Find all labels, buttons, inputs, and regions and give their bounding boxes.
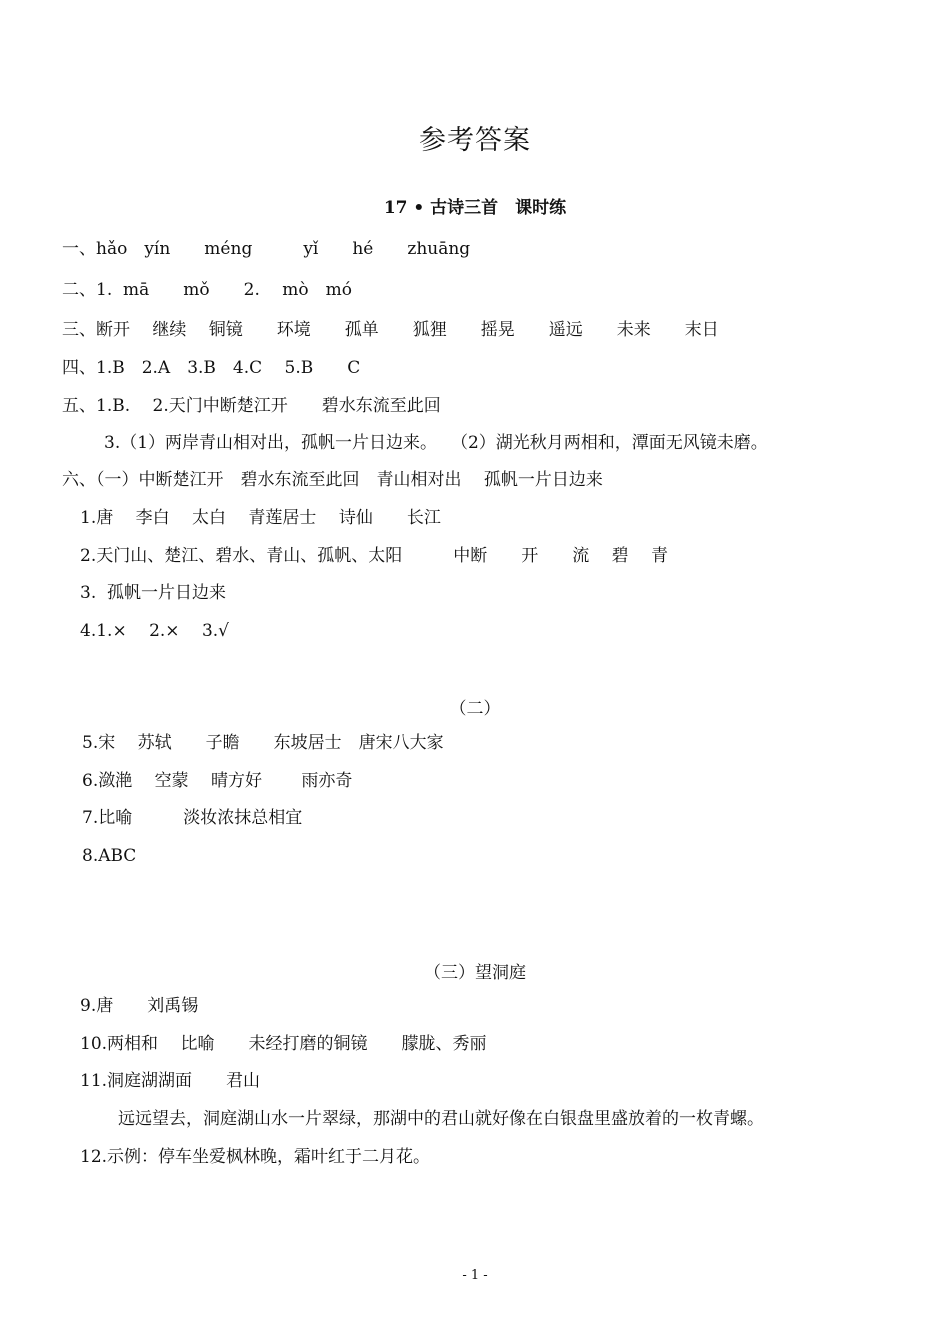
answer-line: 四、1.B 2.A 3.B 4.C 5.B C	[62, 358, 361, 378]
answer-line: 3.（1）两岸青山相对出，孤帆一片日边来。 （2）湖光秋月两相和，潭面无风镜未磨。	[104, 433, 768, 453]
answer-line: 8.ABC	[82, 846, 137, 866]
answer-line: 1.唐 李白 太白 青莲居士 诗仙 长江	[80, 508, 441, 528]
answer-line: 12.示例：停车坐爱枫林晚，霜叶红于二月花。	[80, 1147, 431, 1167]
answer-line: 10.两相和 比喻 未经打磨的铜镜 朦胧、秀丽	[80, 1034, 487, 1054]
answer-line: 6.潋滟 空蒙 晴方好 雨亦奇	[82, 771, 353, 791]
answer-line: 9.唐 刘禹锡	[80, 996, 199, 1016]
answer-line: 三、断开 继续 铜镜 环境 孤单 狐狸 摇晃 遥远 未来 末日	[62, 320, 719, 340]
answer-line: 一、hǎo yín méng yǐ hé zhuāng	[62, 239, 471, 259]
answer-line: 2.天门山、楚江、碧水、青山、孤帆、太阳 中断 开 流 碧 青	[80, 546, 669, 566]
answer-line: 远远望去，洞庭湖山水一片翠绿，那湖中的君山就好像在白银盘里盛放着的一枚青螺。	[118, 1109, 764, 1129]
page-title: 参考答案	[419, 125, 531, 156]
answer-line: 二、1. mā mǒ 2. mò mó	[62, 280, 352, 300]
answer-line: 11.洞庭湖湖面 君山	[80, 1071, 261, 1091]
section-heading: （三）望洞庭	[424, 963, 526, 983]
answer-line: 3. 孤帆一片日边来	[80, 583, 227, 603]
page-number: - 1 -	[462, 1268, 488, 1283]
answer-line: 4.1.× 2.× 3.√	[80, 621, 230, 641]
lesson-subtitle: 17 • 古诗三首 课时练	[383, 198, 567, 218]
answer-line: 7.比喻 淡妆浓抹总相宜	[82, 808, 303, 828]
answer-line: 5.宋 苏轼 子瞻 东坡居士 唐宋八大家	[82, 733, 444, 753]
answer-line: 五、1.B. 2.天门中断楚江开 碧水东流至此回	[62, 396, 441, 416]
answer-line: 六、（一）中断楚江开 碧水东流至此回 青山相对出 孤帆一片日边来	[62, 470, 603, 490]
section-heading: （二）	[449, 699, 501, 719]
